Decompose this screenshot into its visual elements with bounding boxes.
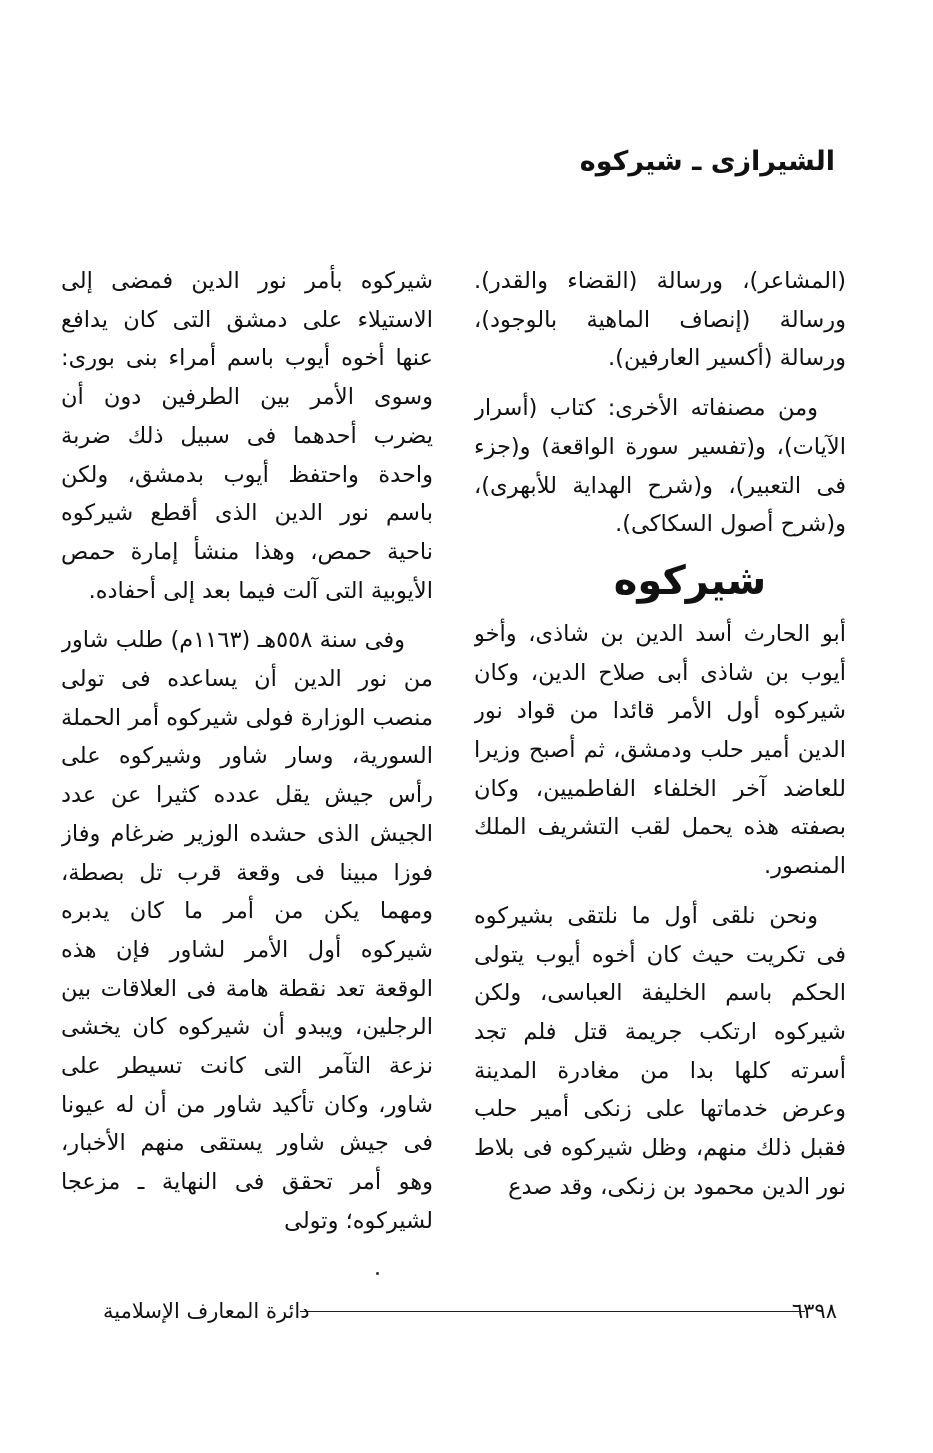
running-title: الشيرازى ـ شيركوه [579, 146, 835, 177]
footer-rule [300, 1311, 805, 1312]
left-paragraph-1: شيركوه بأمر نور الدين فمضى إلى الاستيلاء على دمشق التى كان يدافع عنها أخوه أيوب باسم أمراء بنى بورى: وسوى الأمر بين الطرفين دون أن يضرب أحدهما فى سبيل ذلك ضربة واحدة واحتفظ أيوب بدمشق، ولكن باسم نور الدين الذى أقطع شيركوه ناحية حمص، وهذا منشأ إمارة حمص الأيوبية التى آلت فيما بعد إلى أحفاده. [61, 268, 433, 604]
publication-title: دائرة المعارف الإسلامية [103, 1299, 310, 1323]
left-column [61, 262, 433, 1262]
stray-dot [376, 1272, 379, 1275]
left-paragraph-2: وفى سنة ٥٥٨هـ (١١٦٣م) طلب شاور من نور الدين أن يساعده فى تولى منصب الوزارة فولى شيركوه أمر الحملة السورية، وسار شاور وشيركوه على رأس جيش يقل عدده كثيرا عن عدد الجيش الذى حشده الوزير ضرغام وفاز فوزا مبينا فى وقعة قرب تل بصطة، ومهما يكن من أمر ما كان يدبره شيركوه أول الأمر لشاور فإن هذه الوقعة تعد نقطة هامة فى العلاقات بين الرجلين، ويبدو أن شيركوه كان يخشى نزعة التآمر التى كانت تسيطر على شاور، وكان تأكيد شاور من أن له عيونا فى جيش شاور يستقى منهم الأخبار، وهو أمر تحقق فى النهاية ـ مزعجا لشيركوه؛ وتولى [61, 627, 433, 1234]
right-column [474, 262, 846, 1262]
page-number: ٦٣٩٨ [791, 1299, 837, 1323]
right-paragraph-2: ومن مصنفاته الأخرى: كتاب (أسرار الآيات)، و(تفسير سورة الواقعة) و(جزء فى التعبير)، و(شرح الهداية للأبهرى)، و(شرح أصول السكاكى). [474, 395, 846, 538]
right-paragraph-1: (المشاعر)، ورسالة (القضاء والقدر). ورسالة (إنصاف الماهية بالوجود)، ورسالة (أكسير العارفين). [474, 268, 846, 372]
article-title: شيركوه [613, 557, 767, 604]
right-paragraph-4: ونحن نلقى أول ما نلتقى بشيركوه فى تكريت حيث كان أخوه أيوب يتولى الحكم باسم الخليفة العباسى، ولكن شيركوه ارتكب جريمة قتل فلم تجد أسرته كلها بدا من مغادرة المدينة وعرض خدماتها على زنكى أمير حلب فقبل ذلك منهم، وظل شيركوه فى بلاط نور الدين محمود بن زنكى، وقد صدع [474, 902, 846, 1200]
right-paragraph-3: أبو الحارث أسد الدين بن شاذى، وأخو أيوب بن شاذى أبى صلاح الدين، وكان شيركوه أول الأمر قائدا من قواد نور الدين أمير حلب ودمشق، ثم أصبح وزيرا للعاضد آخر الخلفاء الفاطميين، وكان بصفته هذه يحمل لقب التشريف الملك المنصور. [474, 620, 846, 880]
